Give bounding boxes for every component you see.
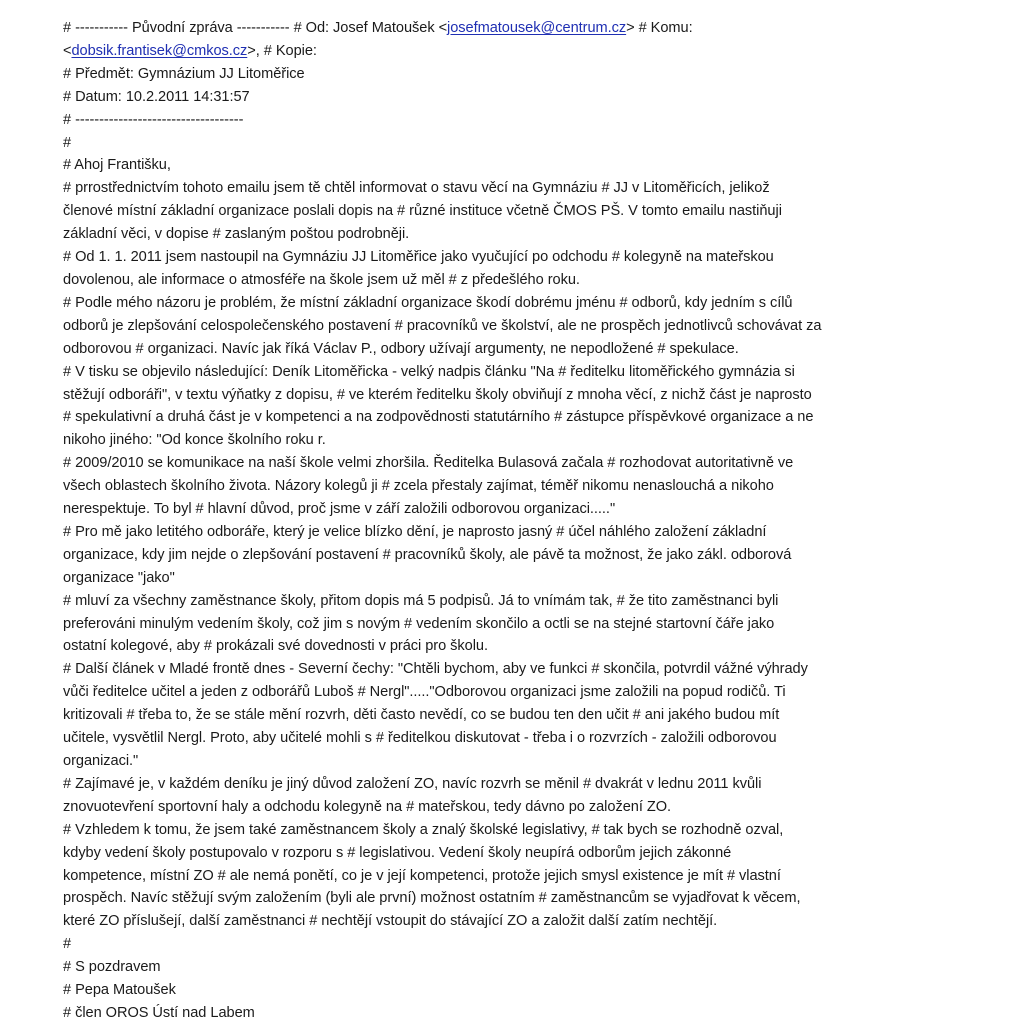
signature-role: # člen OROS Ústí nad Labem: [63, 1004, 255, 1021]
paragraph-line: členové místní základní organizace poslali dopis na # různé instituce včetně ČMOS PŠ. V tomto emailu nastiňuji: [63, 203, 782, 220]
paragraph-legislation: [63, 819, 963, 934]
paragraph-quote-2009: [63, 452, 963, 521]
paragraph-line: kompetence, místní ZO # ale nemá ponětí, co je v její kompetenci, protože jejich smysl existence je mít # vlastní: [63, 867, 781, 884]
to-bracket-open: <: [63, 42, 72, 59]
paragraph-line: které ZO příslušejí, další zaměstnanci # nechtějí vstoupit do stávající ZO a založit další zatím nechtějí.: [63, 913, 718, 930]
paragraph-line: # Vzhledem k tomu, že jsem také zaměstnancem školy a znalý školské legislativy, # tak bych se rozhodně ozval,: [63, 821, 784, 838]
paragraph-line: odborovou # organizaci. Navíc jak říká Václav P., odbory užívají argumenty, ne nepodložené # spekulace.: [63, 340, 739, 357]
paragraph-line: # mluví za všechny zaměstnance školy, přitom dopis má 5 podpisů. Já to vnímám tak, # že tito zaměstnanci byli: [63, 592, 779, 609]
paragraph-line: # Od 1. 1. 2011 jsem nastoupil na Gymnáziu JJ Litoměřice jako vyučující po odchodu # kolegyně na mateřskou: [63, 249, 774, 266]
paragraph-line: organizace, kdy jim nejde o zlepšování postavení # pracovníků školy, ale pávě ta možnost, že jako zákl. odborová: [63, 546, 792, 563]
header-line-from: [63, 17, 963, 40]
from-email-link[interactable]: josefmatousek@centrum.cz: [447, 20, 627, 36]
paragraph-line: # Další článek v Mladé frontě dnes - Severní čechy: "Chtěli bychom, aby ve funkci # skončila, potvrdil vážné výhrady: [63, 661, 808, 678]
to-label: > # Komu:: [626, 20, 693, 36]
paragraph-line: znovuotevření sportovní haly a odchodu kolegyně na # mateřskou, tedy dávno po založení ZO.: [63, 798, 672, 815]
greeting: # Ahoj Františku,: [63, 157, 171, 174]
paragraph-signatures: [63, 590, 963, 659]
cc-label: >, # Kopie:: [247, 42, 317, 59]
paragraph-press-mfdnes: [63, 658, 963, 773]
subject-line: # Předmět: Gymnázium JJ Litoměřice: [63, 65, 305, 82]
paragraph-line: ostatní kolegové, aby # prokázali své dovednosti v práci pro školu.: [63, 638, 488, 655]
paragraph-press-denik: [63, 361, 963, 453]
paragraph-line: základní věci, v dopise # zaslaným poštou podrobněji.: [63, 226, 410, 243]
paragraph-line: odborů je zlepšování celospolečenského postavení # pracovníků ve školství, ale ne prospěch jednotlivců schovávat za: [63, 317, 822, 334]
paragraph-line: nerespektuje. To byl # hlavní důvod, proč jsme v září založili odborovou organizaci.....": [63, 501, 616, 518]
paragraph-line: prospěch. Navíc stěžují svým založením (byli ale první) možnost ostatním # zaměstnancům se vyjadřovat k věcem,: [63, 890, 801, 907]
paragraph-line: # Podle mého názoru je problém, že místní základní organizace škodí dobrému jménu # odborů, kdy jedním s cílů: [63, 294, 793, 311]
email-document: [63, 17, 963, 1025]
paragraph-line: # Pro mě jako letitého odboráře, který je velice blízko dění, je naprosto jasný # účel náhlého založení základní: [63, 523, 767, 540]
paragraph-schedule: [63, 773, 963, 819]
paragraph-start-date: [63, 246, 963, 292]
paragraph-line: kritizovali # třeba to, že se stále mění rozvrh, děti často nevědí, co se budou ten den učit # ani jakého budou mít: [63, 707, 780, 724]
closing: # S pozdravem: [63, 959, 161, 976]
original-message-from-label: # ----------- Původní zpráva ----------- # Od: Josef Matoušek <: [63, 20, 448, 36]
paragraph-line: dovolenou, ale informace o atmosféře na škole jsem už měl # z předešlého roku.: [63, 271, 580, 288]
paragraph-line: učitele, vysvětlil Nergl. Proto, aby učitelé mohli s # ředitelkou diskutovat - třeba i o rozvrzích - založili odborovou: [63, 730, 777, 747]
paragraph-line: organizace "jako": [63, 569, 175, 586]
blank-line: #: [63, 936, 72, 953]
paragraph-line: nikoho jiného: "Od konce školního roku r.: [63, 432, 326, 449]
paragraph-line: stěžují odboráři", v textu výňatky z dopisu, # ve kterém ředitelku školy obviňují z mnoha věcí, z nichž část je naprosto: [63, 386, 812, 403]
paragraph-line: preferováni minulým vedením školy, což jim s novým # vedením skončilo a octli se na stejné startovní čáře jako: [63, 615, 775, 632]
paragraph-purpose: [63, 521, 963, 590]
paragraph-line: # 2009/2010 se komunikace na naší škole velmi zhoršila. Ředitelka Bulasová začala # rozhodovat autoritativně ve: [63, 455, 794, 472]
paragraph-line: # Zajímavé je, v každém deníku je jiný důvod založení ZO, navíc rozvrh se měnil # dvakrát v lednu 2011 kvůli: [63, 775, 762, 792]
paragraph-line: všech oblastech školního života. Názory kolegů ji # zcela přestaly zajímat, téměř nikomu nenaslouchá a nikoho: [63, 478, 774, 495]
paragraph-line: # spekulativní a druhá část je v kompetenci a na zodpovědnosti statutárního # zástupce příspěvkové organizace a ne: [63, 409, 814, 426]
to-email-link[interactable]: dobsik.frantisek@cmkos.cz: [71, 42, 248, 59]
paragraph-line: # prrostřednictvím tohoto emailu jsem tě chtěl informovat o stavu věcí na Gymnáziu # JJ v Litoměřicích, jelikož: [63, 180, 770, 197]
blank-line: #: [63, 134, 72, 151]
paragraph-opinion: [63, 292, 963, 361]
paragraph-line: # V tisku se objevilo následující: Deník Litoměřicka - velký nadpis článku "Na # ředitelku litoměřického gymnázia si: [63, 363, 795, 380]
header-line-to: [63, 40, 963, 63]
paragraph-intro: [63, 177, 963, 246]
paragraph-line: kdyby vedení školy postupovalo v rozporu s # legislativou. Vedení školy neupírá odborům jejich zákonné: [63, 844, 732, 861]
signature-name: # Pepa Matoušek: [63, 982, 176, 999]
header-separator: # -----------------------------------: [63, 111, 244, 128]
paragraph-line: organizaci.": [63, 753, 139, 769]
paragraph-line: vůči ředitelce učitel a jeden z odborářů Luboš # Nergl"....."Odborovou organizaci jsme založili na popud rodičů. Ti: [63, 684, 786, 701]
date-line: # Datum: 10.2.2011 14:31:57: [63, 88, 250, 105]
